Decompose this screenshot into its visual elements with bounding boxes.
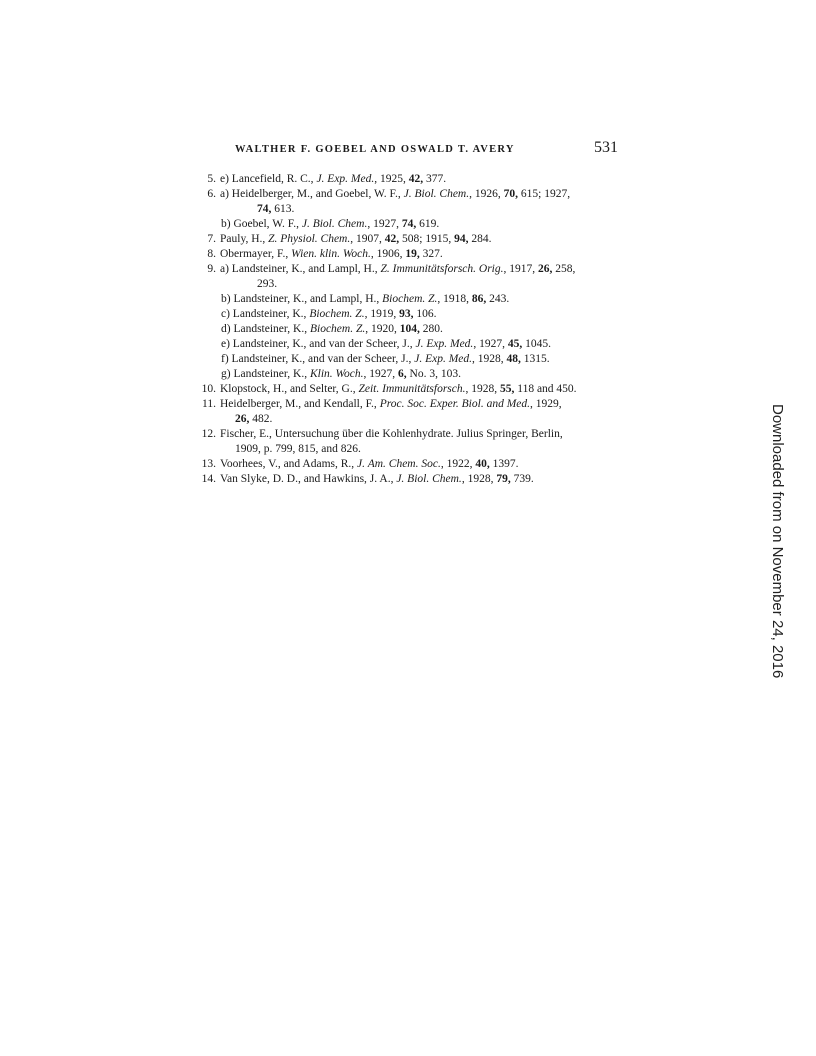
volume-number: 26, — [538, 263, 553, 275]
citation-text: 293. — [257, 278, 278, 290]
citation-text: , 1927, — [473, 338, 508, 350]
citation-text: , 1927, — [363, 368, 399, 380]
reference-text — [220, 382, 577, 397]
citation-text: , 1928, — [465, 383, 500, 395]
citation-text: , 1922, — [440, 458, 476, 470]
citation-text: b) Landsteiner, K., and Lampl, H., — [221, 293, 383, 305]
citation-text: 613. — [271, 203, 295, 215]
citation-text: 619. — [416, 218, 440, 230]
citation-text: 1045. — [522, 338, 551, 350]
running-head: WALTHER F. GOEBEL AND OSWALD T. AVERY — [235, 144, 515, 155]
citation-text: , 1928, — [461, 473, 497, 485]
citation-text: , 1929, — [530, 398, 562, 410]
citation-text: 258, — [552, 263, 576, 275]
citation-text: a) Landsteiner, K., and Lampl, H., — [220, 263, 381, 275]
volume-number: 79, — [496, 473, 511, 485]
reference-text — [235, 412, 272, 427]
citation-text: e) Lancefield, R. C., — [220, 173, 317, 185]
reference-text — [221, 337, 551, 352]
reference-line — [200, 337, 620, 352]
reference-text — [220, 427, 563, 442]
volume-number: 19, — [405, 248, 420, 260]
volume-number: 42, — [408, 173, 424, 185]
reference-line — [200, 367, 620, 382]
citation-text: 1315. — [520, 353, 550, 365]
reference-text — [220, 457, 518, 472]
reference-line — [200, 427, 620, 442]
reference-text — [220, 472, 534, 487]
journal-title: Z. Immunitätsforsch. Orig. — [380, 263, 504, 275]
citation-text: g) Landsteiner, K., — [221, 368, 310, 380]
citation-text: 118 and 450. — [514, 383, 577, 395]
journal-title: Zeit. Immunitätsforsch. — [358, 383, 466, 395]
journal-title: J. Am. Chem. Soc. — [357, 458, 441, 470]
journal-title: J. Biol. Chem. — [301, 218, 368, 230]
reference-text — [221, 307, 436, 322]
citation-text: f) Landsteiner, K., and van der Scheer, J., — [221, 353, 415, 365]
reference-number: 7. — [207, 233, 216, 245]
reference-text — [221, 217, 439, 232]
reference-line — [200, 397, 620, 412]
citation-text: Pauly, H., — [220, 233, 269, 245]
citation-text: e) Landsteiner, K., and van der Scheer, J., — [221, 338, 416, 350]
citation-text: 482. — [249, 413, 273, 425]
reference-text — [257, 277, 277, 292]
reference-line — [200, 202, 620, 217]
reference-number: 11. — [202, 398, 216, 410]
reference-list — [200, 172, 620, 487]
volume-number: 40, — [475, 458, 490, 470]
reference-number: 6. — [207, 188, 216, 200]
citation-text: 739. — [510, 473, 534, 485]
volume-number: 42, — [384, 233, 400, 245]
reference-number: 13. — [201, 458, 216, 470]
reference-text — [221, 292, 509, 307]
journal-title: Biochem. Z. — [309, 308, 365, 320]
volume-number: 74, — [257, 203, 272, 215]
citation-text: , 1920, — [365, 323, 400, 335]
reference-line — [200, 217, 620, 232]
citation-text: 243. — [486, 293, 510, 305]
citation-text: 508; 1915, — [399, 233, 455, 245]
reference-number: 12. — [201, 428, 216, 440]
journal-title: J. Exp. Med. — [316, 173, 375, 185]
volume-number: 74, — [401, 218, 417, 230]
citation-text: , 1918, — [437, 293, 472, 305]
reference-text — [220, 262, 575, 277]
reference-number: 14. — [201, 473, 216, 485]
reference-text — [220, 187, 570, 202]
volume-number: 26, — [235, 413, 250, 425]
citation-text: 1909, p. 799, 815, and 826. — [235, 443, 361, 455]
citation-text: Obermayer, F., — [220, 248, 292, 260]
volume-number: 55, — [500, 383, 515, 395]
volume-number: 48, — [506, 353, 521, 365]
citation-text: 284. — [468, 233, 492, 245]
journal-title: Proc. Soc. Exper. Biol. and Med. — [379, 398, 531, 410]
page-number: 531 — [594, 139, 618, 156]
reference-text — [221, 322, 443, 337]
citation-text: No. 3, 103. — [406, 368, 461, 380]
citation-text: , 1907, — [350, 233, 385, 245]
reference-line — [200, 232, 620, 247]
volume-number: 6, — [398, 368, 407, 380]
citation-text: , 1919, — [364, 308, 400, 320]
citation-text: Voorhees, V., and Adams, R., — [220, 458, 358, 470]
journal-title: Biochem. Z. — [309, 323, 366, 335]
citation-text: Klopstock, H., and Selter, G., — [220, 383, 359, 395]
citation-text: a) Heidelberger, M., and Goebel, W. F., — [220, 188, 404, 200]
reference-text — [257, 202, 294, 217]
journal-title: J. Exp. Med. — [414, 353, 473, 365]
citation-text: , 1928, — [472, 353, 507, 365]
reference-line — [200, 307, 620, 322]
reference-text — [220, 232, 491, 247]
reference-line — [200, 457, 620, 472]
journal-title: Klin. Woch. — [309, 368, 364, 380]
reference-line — [200, 292, 620, 307]
citation-text: , 1926, — [469, 188, 504, 200]
volume-number: 93, — [399, 308, 414, 320]
journal-title: J. Biol. Chem. — [396, 473, 462, 485]
journal-title: J. Exp. Med. — [415, 338, 474, 350]
download-watermark: Downloaded from on November 24, 2016 — [769, 404, 786, 679]
citation-text: d) Landsteiner, K., — [221, 323, 310, 335]
reference-line — [200, 352, 620, 367]
volume-number: 94, — [454, 233, 469, 245]
journal-title: Biochem. Z. — [382, 293, 438, 305]
reference-text — [220, 397, 562, 412]
citation-text: 327. — [419, 248, 443, 260]
citation-text: 280. — [419, 323, 443, 335]
reference-line — [200, 322, 620, 337]
citation-text: 377. — [423, 173, 447, 185]
citation-text: 1397. — [489, 458, 519, 470]
reference-line — [200, 187, 620, 202]
reference-line — [200, 247, 620, 262]
citation-text: Heidelberger, M., and Kendall, F., — [220, 398, 380, 410]
reference-line — [200, 472, 620, 487]
reference-number: 9. — [207, 263, 216, 275]
reference-number: 8. — [207, 248, 216, 260]
volume-number: 104, — [399, 323, 420, 335]
reference-line — [200, 442, 620, 457]
citation-text: , 1917, — [503, 263, 538, 275]
reference-text — [220, 247, 443, 262]
volume-number: 45, — [507, 338, 523, 350]
volume-number: 86, — [471, 293, 487, 305]
journal-title: Z. Physiol. Chem. — [268, 233, 351, 245]
reference-line — [200, 172, 620, 187]
reference-line — [200, 277, 620, 292]
reference-text — [221, 367, 461, 382]
reference-text — [220, 172, 446, 187]
reference-line — [200, 382, 620, 397]
volume-number: 70, — [503, 188, 518, 200]
citation-text: Fischer, E., Untersuchung über die Kohlenhydrate. Julius Springer, Berlin, — [220, 428, 563, 440]
citation-text: 615; 1927, — [518, 188, 571, 200]
reference-line — [200, 262, 620, 277]
journal-title: J. Biol. Chem. — [403, 188, 470, 200]
reference-text — [235, 442, 361, 457]
reference-number: 10. — [201, 383, 216, 395]
reference-line — [200, 412, 620, 427]
citation-text: 106. — [413, 308, 437, 320]
citation-text: b) Goebel, W. F., — [221, 218, 302, 230]
reference-number: 5. — [207, 173, 216, 185]
citation-text: , 1927, — [367, 218, 402, 230]
citation-text: , 1925, — [374, 173, 409, 185]
citation-text: Van Slyke, D. D., and Hawkins, J. A., — [220, 473, 397, 485]
citation-text: , 1906, — [370, 248, 406, 260]
journal-title: Wien. klin. Woch. — [291, 248, 371, 260]
reference-text — [221, 352, 550, 367]
citation-text: c) Landsteiner, K., — [221, 308, 310, 320]
